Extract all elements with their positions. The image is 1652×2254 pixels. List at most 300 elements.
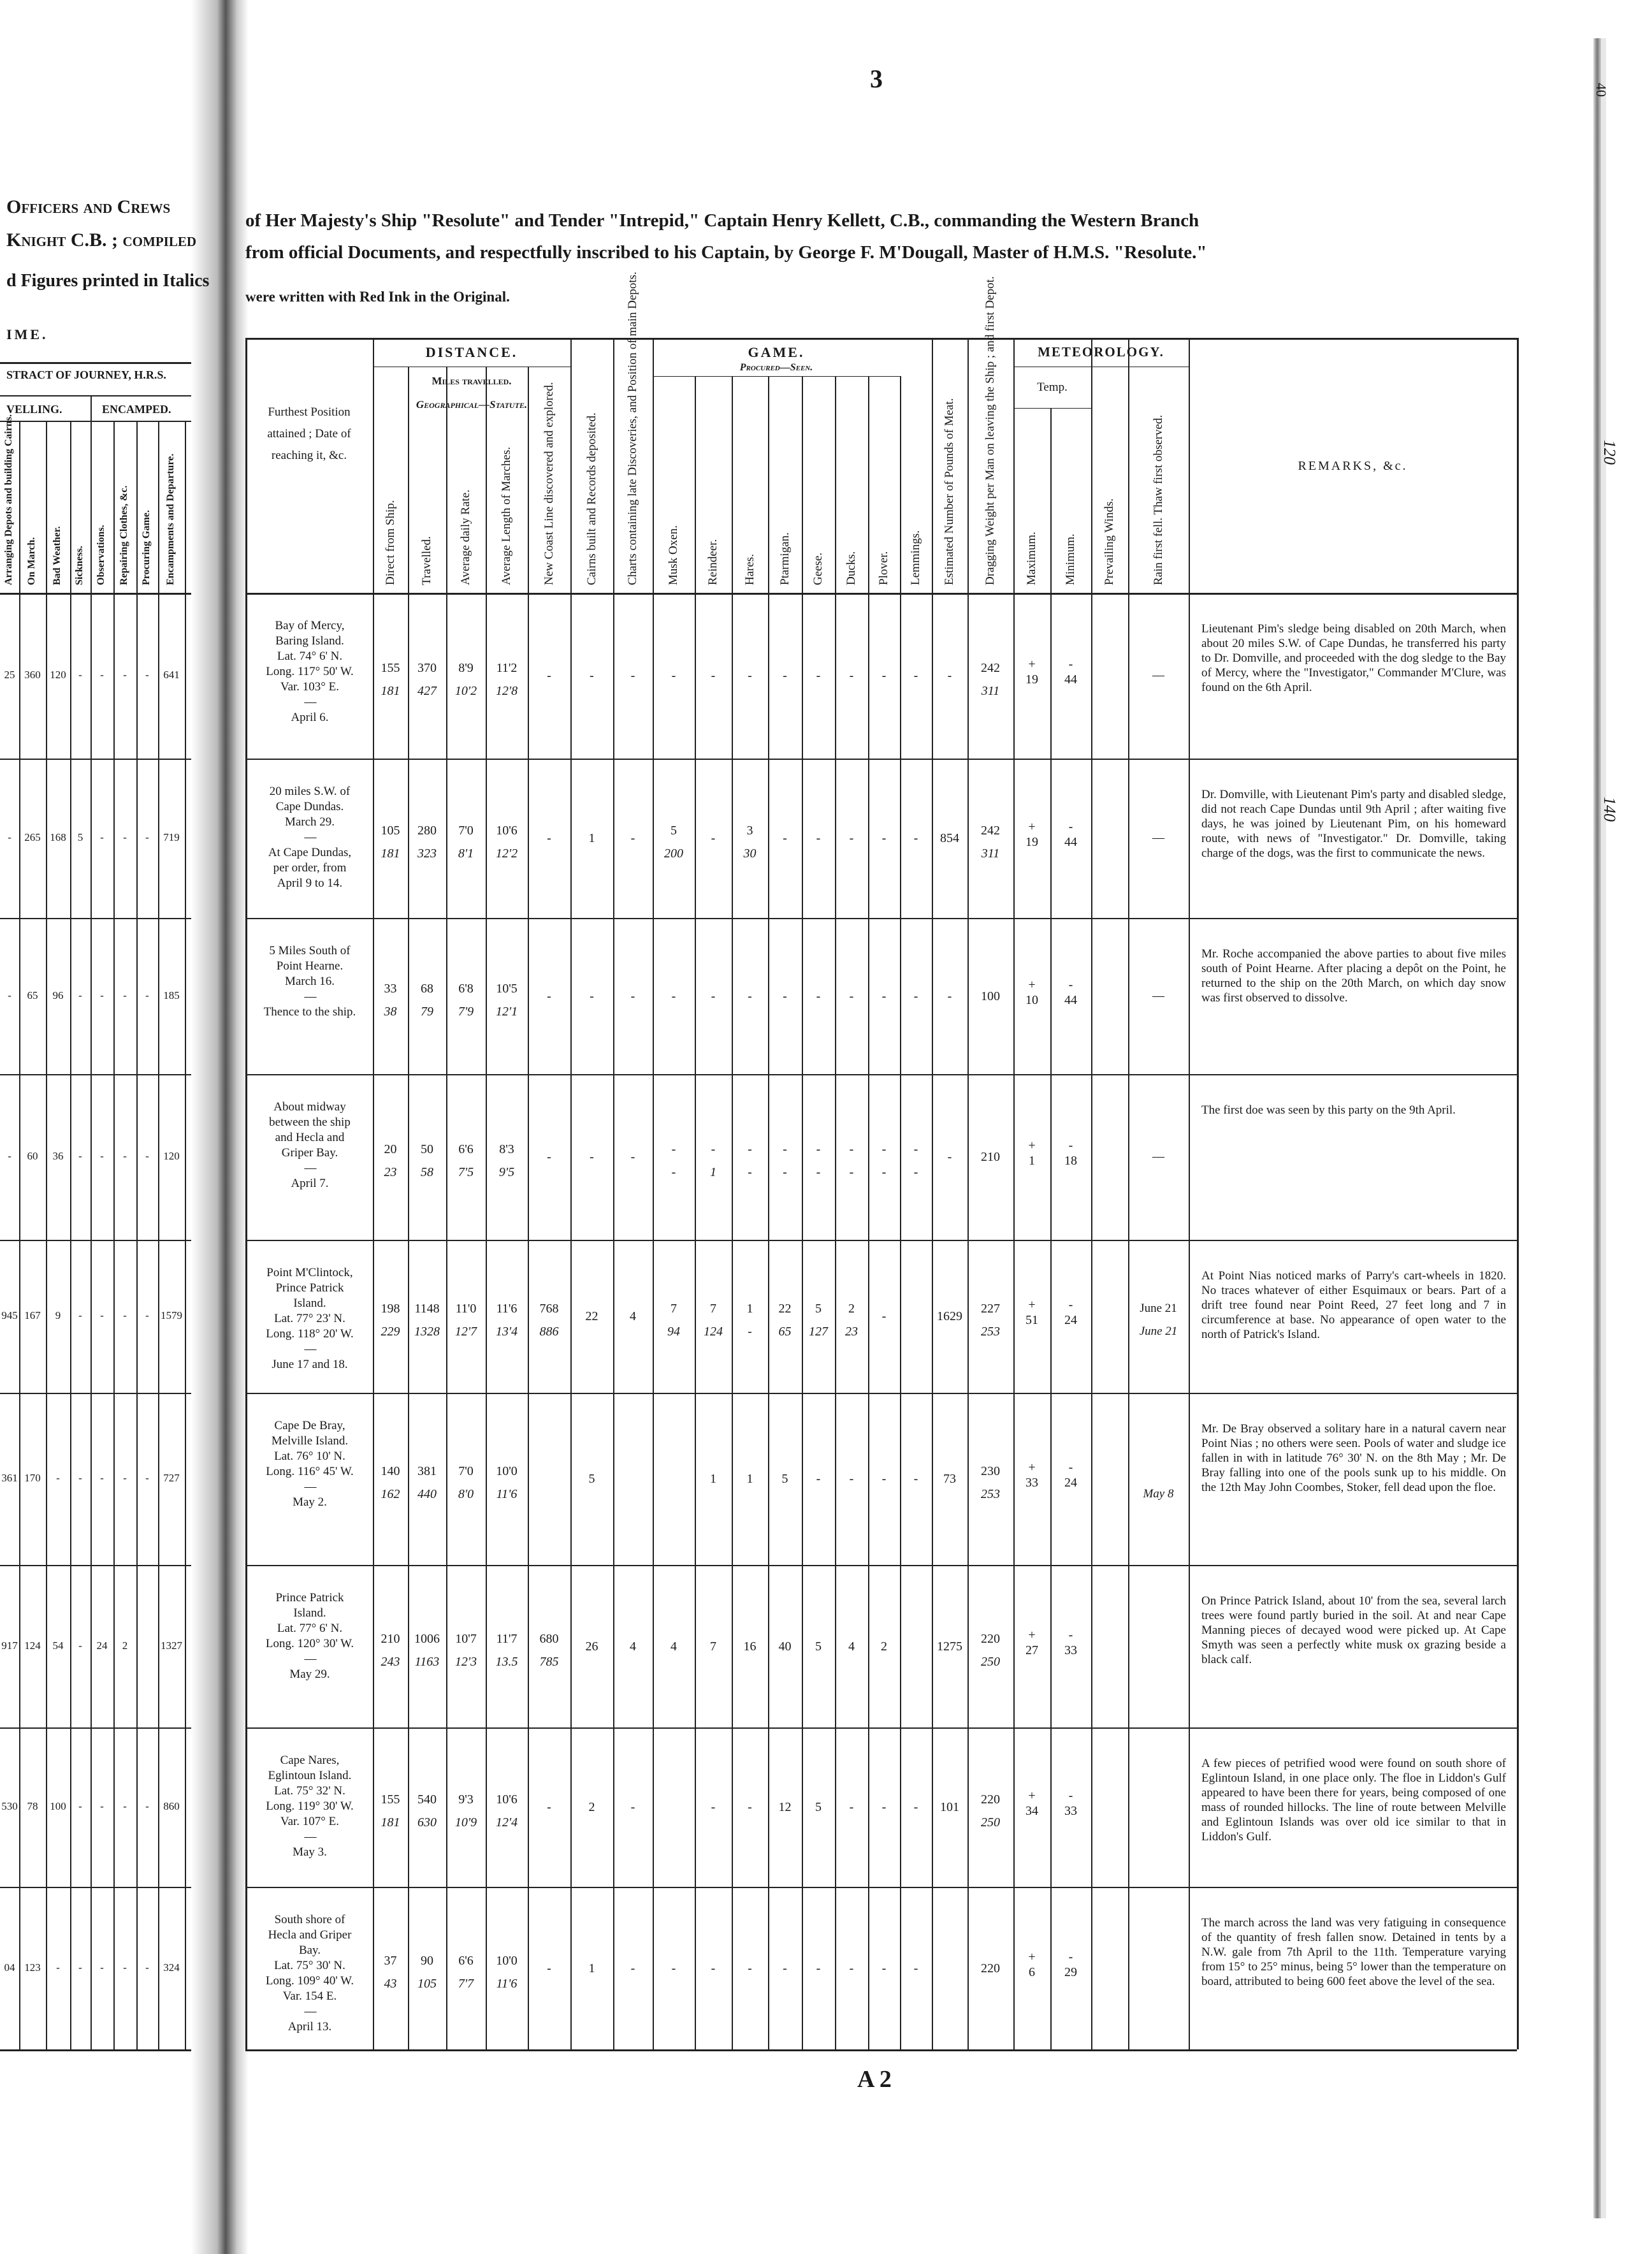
cell-musk: 94 <box>667 1325 680 1339</box>
cell-travelled: 427 <box>417 684 437 698</box>
left-cell: - <box>78 1150 82 1162</box>
position-line: per order, from <box>273 861 347 875</box>
cell-charts: - <box>630 989 635 1003</box>
cell-drag: 230 <box>981 1464 1000 1478</box>
cell-plover: - <box>881 989 887 1003</box>
cell-reindeer: - <box>711 831 716 845</box>
cell-max: 1 <box>1029 1154 1035 1168</box>
cell-length: 11'6 <box>496 1302 518 1316</box>
left-cell: - <box>123 669 127 681</box>
cell-ptarmigan: - <box>783 669 787 683</box>
cell-direct: 162 <box>380 1487 400 1501</box>
cell-direct: 229 <box>380 1325 400 1339</box>
cell-max: + <box>1028 1627 1036 1642</box>
position-line: Var. 103° E. <box>280 680 340 694</box>
position-line: At Cape Dundas, <box>268 846 352 859</box>
col-rule <box>1128 338 1129 2049</box>
cell-travelled: 370 <box>417 661 437 675</box>
cell-meat: - <box>947 989 952 1003</box>
row-rule <box>245 1074 1517 1075</box>
cell-cairns: - <box>590 669 594 683</box>
cell-travelled: 630 <box>417 1815 437 1829</box>
row-remarks: The march across the land was very fatiguing in consequence of the quantity of fresh fallen snow. Detained in tents by a N.W. gale from 7th April to the 11th. Temperature varying from 15° to 25° minus, being 5° lower than the temperature on board, attributed to being 600 feet above the level of the sea. <box>1201 1916 1506 1988</box>
left-top-rule <box>0 362 191 364</box>
left-cell: 719 <box>163 831 180 843</box>
left-enc-rule <box>0 421 191 422</box>
row-position <box>250 1753 370 1860</box>
cell-musk: - <box>671 1961 676 1975</box>
position-line: Eglintoun Island. <box>268 1769 352 1782</box>
cell-min: 44 <box>1064 992 1077 1007</box>
cell-musk: - <box>671 989 676 1003</box>
left-column-header: Bad Weather. <box>52 526 62 585</box>
cell-rain: May 8 <box>1143 1487 1174 1501</box>
row-position <box>250 1912 370 2035</box>
cell-max: + <box>1028 1298 1036 1312</box>
left-cell: - <box>78 1639 82 1652</box>
left-cell: 945 <box>1 1309 18 1321</box>
cell-max: + <box>1028 1138 1036 1152</box>
cell-min: 18 <box>1064 1154 1077 1168</box>
cell-ptarmigan: 40 <box>778 1639 792 1654</box>
cell-lemmings: - <box>913 1472 918 1486</box>
cell-coast: - <box>547 1150 551 1164</box>
left-cell: - <box>145 1800 149 1812</box>
left-title-3: d Figures printed in Italics <box>6 271 210 291</box>
position-line: Cape De Bray, <box>274 1419 345 1432</box>
cell-hares: 3 <box>746 824 753 838</box>
cell-plover: - <box>881 1142 887 1156</box>
cell-charts: - <box>630 1800 635 1814</box>
col-rule <box>1091 338 1092 2049</box>
left-cell: - <box>100 1961 104 1974</box>
cell-length: 11'2 <box>496 661 518 675</box>
left-cell: 324 <box>163 1961 180 1974</box>
temp-header: Temp. <box>1037 381 1068 394</box>
cell-hares: - <box>748 1325 752 1339</box>
page-gutter <box>191 0 249 2254</box>
cell-travelled: 90 <box>421 1953 433 1968</box>
header-top-rule <box>245 338 1517 340</box>
position-line: Lat. 77° 23' N. <box>274 1312 345 1325</box>
cell-drag: 311 <box>981 847 1000 861</box>
temp-rule <box>1013 408 1091 409</box>
cell-hares: - <box>748 989 752 1003</box>
cell-hares: - <box>748 669 752 683</box>
cell-max: 19 <box>1025 835 1038 849</box>
column-header: Plover. <box>877 551 890 585</box>
cell-length: 11'6 <box>496 1487 518 1501</box>
position-line: Prince Patrick <box>275 1591 344 1604</box>
cell-cairns: 2 <box>588 1800 595 1814</box>
margin-number-1: 120 <box>1600 440 1619 465</box>
row-remarks: On Prince Patrick Island, about 10' from the sea, several larch trees were found partly buried in the soil. At and near Cape Manning pieces of decayed wood were picked up. At Cape Smyth was seen a perfectly white musk ox grazing beside a black calf. <box>1201 1594 1506 1666</box>
cell-max: + <box>1028 1460 1036 1474</box>
cell-rate: 11'0 <box>455 1302 477 1316</box>
cell-length: 9'5 <box>498 1165 515 1179</box>
meteorology-header: METEOROLOGY. <box>1038 344 1164 360</box>
left-cell: 167 <box>24 1309 41 1321</box>
cell-direct: 181 <box>380 1815 400 1829</box>
cell-ptarmigan: 12 <box>778 1800 792 1814</box>
cell-plover: - <box>881 669 887 683</box>
cell-rate: 10'7 <box>455 1631 477 1646</box>
row-position <box>250 1100 370 1191</box>
cell-travelled: 68 <box>421 981 433 996</box>
row-remarks: Lieutenant Pim's sledge being disabled on 20th March, when about 20 miles S.W. of Cape Dundas, he transferred his party to Dr. Domville, and proceeded with the dog sledge to the Bay of Mercy, where the "Investigator," Commander M'Clure, was found on the 6th April. <box>1201 622 1506 694</box>
cell-direct: 20 <box>384 1142 397 1156</box>
cell-musk: 5 <box>670 824 677 838</box>
position-line: April 7. <box>291 1177 329 1190</box>
column-header: Dragging Weight per Man on leaving the Ship ; and first Depot. <box>983 276 997 585</box>
column-header: Geese. <box>811 552 825 585</box>
left-row-rule <box>0 1240 191 1241</box>
cell-hares: 1 <box>746 1472 753 1486</box>
cell-meat: 101 <box>940 1800 959 1814</box>
cell-lemmings: - <box>913 669 918 683</box>
cell-ducks: - <box>849 669 854 683</box>
left-cell: 25 <box>4 669 15 681</box>
cell-rate: 8'0 <box>458 1487 474 1501</box>
column-header: Minimum. <box>1064 534 1077 585</box>
cell-direct: 210 <box>380 1631 400 1646</box>
cell-min: - <box>1068 977 1073 992</box>
cell-reindeer: 7 <box>710 1302 716 1316</box>
position-line: and Hecla and <box>275 1131 345 1144</box>
cell-hares: 16 <box>743 1639 757 1654</box>
left-encamped: ENCAMPED. <box>102 403 171 416</box>
left-cell: 641 <box>163 669 180 681</box>
cell-cairns: 1 <box>588 1961 595 1975</box>
column-header: Reindeer. <box>706 539 720 585</box>
left-cell: - <box>100 1800 104 1812</box>
left-cell: - <box>78 989 82 1001</box>
column-header: New Coast Line discovered and explored. <box>542 382 556 585</box>
cell-ducks: - <box>849 1800 854 1814</box>
cell-plover: - <box>881 1961 887 1975</box>
cell-reindeer: - <box>711 1800 716 1814</box>
cell-length: 10'6 <box>496 1792 518 1807</box>
left-cell: - <box>145 1150 149 1162</box>
position-line: Bay. <box>298 1944 321 1957</box>
cell-direct: 140 <box>380 1464 400 1478</box>
cell-musk: - <box>671 1142 676 1156</box>
left-cell: 360 <box>24 669 41 681</box>
cell-length: 10'0 <box>496 1464 518 1478</box>
cell-max: 19 <box>1025 673 1038 687</box>
left-cell: - <box>123 831 127 843</box>
cell-ducks: - <box>849 831 854 845</box>
cell-drag: 220 <box>981 1631 1000 1646</box>
left-cell: - <box>78 669 82 681</box>
left-cell: - <box>78 1800 82 1812</box>
column-header: Charts containing late Discoveries, and Position of main Depots. <box>626 272 639 585</box>
position-line: 20 miles S.W. of <box>269 785 351 798</box>
cell-rate: 8'9 <box>458 661 474 675</box>
cell-drag: 253 <box>981 1325 1000 1339</box>
row-rule <box>245 1565 1517 1566</box>
cell-ducks: - <box>849 1165 854 1179</box>
left-column-header: On March. <box>26 537 37 585</box>
left-cell: - <box>145 1961 149 1974</box>
left-column-header: Encampments and Departure. <box>165 453 176 585</box>
table-bottom-rule <box>245 2049 1517 2051</box>
column-header: Hares. <box>743 553 757 585</box>
cell-max: 10 <box>1025 992 1038 1007</box>
position-line: Thence to the ship. <box>263 1005 356 1019</box>
remarks-header: REMARKS, &c. <box>1298 459 1408 473</box>
row-position <box>250 1265 370 1372</box>
left-travel-rule <box>0 395 191 396</box>
cell-lemmings: - <box>913 831 918 845</box>
cell-length: 11'6 <box>496 1976 518 1991</box>
left-cell: 170 <box>24 1472 41 1484</box>
position-line: Long. 109° 40' W. <box>265 1974 354 1988</box>
row-position <box>250 943 370 1020</box>
position-line: Long. 117° 50' W. <box>266 665 354 678</box>
cell-direct: 23 <box>384 1165 397 1179</box>
left-cell: 265 <box>24 831 41 843</box>
cell-drag: 253 <box>981 1487 1000 1501</box>
page-number: 3 <box>870 64 883 93</box>
left-cell: - <box>123 1150 127 1162</box>
left-cell: 530 <box>1 1800 18 1812</box>
position-divider: — <box>304 1830 315 1843</box>
position-line: Var. 154 E. <box>282 1989 337 2003</box>
row-position <box>250 618 370 725</box>
left-cell: - <box>8 1150 11 1162</box>
cell-ducks: - <box>849 1961 854 1975</box>
cell-rain: — <box>1152 831 1164 845</box>
left-cell: 124 <box>24 1639 41 1652</box>
left-cell: 120 <box>163 1150 180 1162</box>
col-rule <box>1050 408 1052 2049</box>
col-rule <box>570 338 572 2049</box>
left-cell: 5 <box>77 831 83 843</box>
cell-geese: 127 <box>809 1325 828 1339</box>
game-header: GAME. <box>748 344 805 360</box>
procured-seen-header: Procured—Seen. <box>739 362 813 373</box>
cell-max: 6 <box>1029 1965 1035 1979</box>
cell-max: 33 <box>1025 1476 1038 1490</box>
cell-plover: - <box>881 1800 887 1814</box>
left-cell: - <box>145 669 149 681</box>
cell-max: + <box>1028 1789 1036 1803</box>
position-divider: — <box>304 1342 315 1356</box>
left-cell: 123 <box>24 1961 41 1974</box>
cell-length: 10'0 <box>496 1953 518 1968</box>
cell-geese: - <box>816 1961 821 1975</box>
left-cell: 65 <box>27 989 38 1001</box>
cell-length: 10'5 <box>496 981 518 996</box>
position-line: Lat. 75° 32' N. <box>274 1784 345 1798</box>
cell-direct: 105 <box>380 824 400 838</box>
position-divider: — <box>304 831 315 844</box>
cell-rate: 6'8 <box>458 981 474 996</box>
cell-rain: June 21 <box>1139 1325 1178 1338</box>
left-title-2: Knight C.B. ; compiled <box>6 229 197 251</box>
cell-plover: - <box>881 831 887 845</box>
cell-min: 24 <box>1064 1313 1077 1327</box>
position-line: Lat. 76° 10' N. <box>274 1450 345 1463</box>
position-line: Point M'Clintock, <box>266 1266 353 1279</box>
left-cell: - <box>56 1961 60 1974</box>
cell-rate: 10'9 <box>454 1815 477 1829</box>
cell-direct: 37 <box>384 1953 397 1968</box>
left-group-rule <box>91 395 92 421</box>
col-rule <box>868 376 869 2049</box>
col-rule <box>835 376 836 2049</box>
position-line: Cape Nares, <box>280 1754 340 1767</box>
cell-cairns: 5 <box>588 1472 595 1486</box>
column-header: Musk Oxen. <box>667 525 680 585</box>
cell-coast: 785 <box>539 1654 559 1669</box>
cell-meat: 73 <box>943 1472 956 1486</box>
left-row-rule <box>0 1393 191 1394</box>
column-header: Ducks. <box>844 551 858 585</box>
cell-coast: 886 <box>539 1325 559 1339</box>
left-cell: - <box>100 1472 104 1484</box>
cell-ptarmigan: 65 <box>778 1325 792 1339</box>
left-cell: 185 <box>163 989 180 1001</box>
cell-drag: 250 <box>981 1654 1000 1669</box>
cell-travelled: 280 <box>417 824 437 838</box>
left-cell: - <box>100 669 104 681</box>
cell-charts: - <box>630 831 635 845</box>
cell-plover: - <box>881 1165 887 1179</box>
cell-lemmings: - <box>913 989 918 1003</box>
left-cell: - <box>145 831 149 843</box>
position-line: Long. 118° 20' W. <box>266 1327 354 1341</box>
cell-reindeer: - <box>711 1961 716 1975</box>
cell-cairns: - <box>590 1150 594 1164</box>
cell-rate: 9'3 <box>458 1792 474 1807</box>
col-rule <box>768 376 769 2049</box>
position-line: Melville Island. <box>271 1434 349 1448</box>
cell-max: 27 <box>1025 1643 1038 1657</box>
cell-min: 44 <box>1064 673 1077 687</box>
cell-drag: 250 <box>981 1815 1000 1829</box>
left-cell: 727 <box>163 1472 180 1484</box>
row-rule <box>245 1887 1517 1888</box>
cell-max: + <box>1028 657 1036 671</box>
left-column-header: Procuring Game. <box>141 510 152 585</box>
cell-travelled: 440 <box>417 1487 437 1501</box>
cell-min: - <box>1068 1627 1073 1642</box>
cell-rate: 12'7 <box>454 1325 477 1339</box>
left-cell: - <box>145 989 149 1001</box>
cell-rain: — <box>1152 1150 1164 1163</box>
cell-rate: 6'6 <box>458 1953 474 1968</box>
cell-rate: 8'1 <box>458 847 474 861</box>
column-header: Average daily Rate. <box>459 490 472 585</box>
cell-travelled: 1163 <box>414 1654 440 1669</box>
cell-length: 12'2 <box>495 847 518 861</box>
left-column-header: Arranging Depots and building Cairns. <box>3 414 14 585</box>
cell-cairns: 22 <box>585 1309 598 1323</box>
cell-musk: - <box>671 1165 676 1179</box>
left-cell: - <box>100 989 104 1001</box>
cell-travelled: 50 <box>421 1142 433 1156</box>
cell-max: + <box>1028 1949 1036 1964</box>
cell-hares: - <box>748 1961 752 1975</box>
left-bottom-rule <box>0 2049 191 2051</box>
cell-travelled: 58 <box>421 1165 433 1179</box>
position-line: April 6. <box>291 711 329 724</box>
left-cell: - <box>100 1150 104 1162</box>
cell-rate: 12'3 <box>454 1654 477 1669</box>
position-line: Lat. 75° 30' N. <box>274 1959 345 1972</box>
left-cell: 9 <box>55 1309 61 1321</box>
left-row-rule <box>0 1727 191 1729</box>
cell-direct: 243 <box>380 1654 400 1669</box>
margin-number-top: 40 <box>1593 83 1609 97</box>
cell-min: - <box>1068 657 1073 671</box>
cell-rate: 7'0 <box>458 824 474 838</box>
cell-length: 12'8 <box>495 684 518 698</box>
left-cell: 168 <box>50 831 66 843</box>
position-line: May 29. <box>289 1668 330 1681</box>
left-head-rule <box>0 593 191 595</box>
left-cell: 917 <box>1 1639 18 1652</box>
column-header: Prevailing Winds. <box>1103 498 1116 585</box>
cell-hares: - <box>748 1800 752 1814</box>
cell-coast: 680 <box>539 1631 559 1646</box>
cell-length: 10'6 <box>496 824 518 838</box>
position-line: April 9 to 14. <box>277 876 343 890</box>
col-rule <box>802 376 803 2049</box>
position-divider: — <box>304 2005 315 2018</box>
cell-ptarmigan: - <box>783 989 787 1003</box>
cell-hares: 30 <box>743 847 757 861</box>
cell-plover: - <box>881 1472 887 1486</box>
cell-min: 33 <box>1064 1643 1077 1657</box>
position-divider: — <box>304 990 315 1003</box>
left-cell: - <box>145 1472 149 1484</box>
cell-length: 13'4 <box>495 1325 518 1339</box>
cell-charts: - <box>630 669 635 683</box>
position-divider: — <box>304 1161 315 1175</box>
cell-meat: 1275 <box>937 1639 962 1654</box>
cell-rate: 7'0 <box>458 1464 474 1478</box>
left-cell: - <box>100 1309 104 1321</box>
col-rule <box>613 338 614 2049</box>
left-cell: 60 <box>27 1150 38 1162</box>
margin-number-2: 140 <box>1600 797 1619 822</box>
cell-reindeer: - <box>711 989 716 1003</box>
cell-drag: 100 <box>981 989 1000 1003</box>
col-rule <box>1189 338 1190 2049</box>
position-line: About midway <box>273 1100 346 1114</box>
cell-ptarmigan: - <box>783 1142 787 1156</box>
cell-direct: 155 <box>380 661 400 675</box>
footer-signature: A 2 <box>857 2066 892 2093</box>
cell-charts: 4 <box>630 1309 636 1323</box>
cell-travelled: 1328 <box>414 1325 440 1339</box>
left-cell: - <box>123 1472 127 1484</box>
cell-geese: - <box>816 1472 821 1486</box>
cell-rate: 7'9 <box>458 1004 474 1019</box>
left-column-header: Observations. <box>96 525 106 585</box>
geo-statute-header: Geographical—Statute. <box>416 398 528 411</box>
position-line: Lat. 77° 6' N. <box>277 1622 343 1635</box>
cell-musk: 200 <box>664 847 683 861</box>
cell-lemmings: - <box>913 1961 918 1975</box>
row-remarks: A few pieces of petrified wood were found on south shore of Eglintoun Island, in one place only. The floe in Liddon's Gulf appeared to have been there for years, being composed of one mass of rounded hillocks. The line of route between Melville and Eglintoun Islands was over old ice similar to that in Liddon's Gulf. <box>1201 1757 1506 1843</box>
row-remarks: At Point Nias noticed marks of Parry's cart-wheels in 1820. No traces whatever of either Esquimaux or bears. Part of a drift tree found near Point Reed, 27 feet long and 7 in circumference at base. No appearance of open water to the north of Patrick's Island. <box>1201 1269 1506 1341</box>
cell-meat: 1629 <box>937 1309 962 1323</box>
position-line: March 29. <box>284 815 335 829</box>
